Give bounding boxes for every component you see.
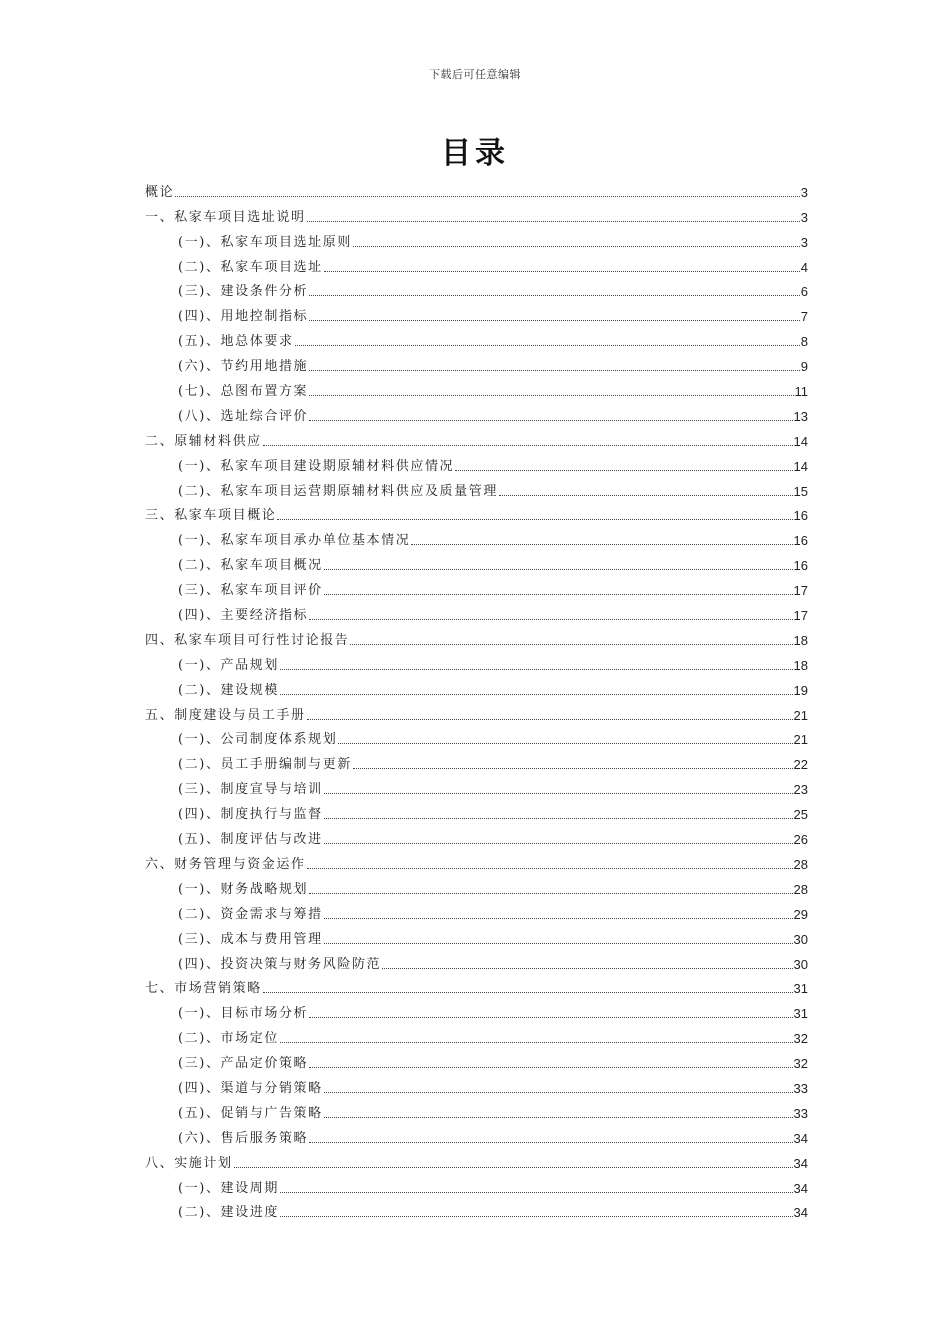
toc-page-number: 8	[800, 334, 808, 350]
toc-page-number: 3	[800, 234, 808, 250]
toc-page-number: 33	[793, 1080, 808, 1096]
toc-chapter-entry[interactable]	[145, 425, 808, 450]
toc-page-number: 17	[793, 608, 808, 624]
toc-page-number: 34	[793, 1130, 808, 1146]
toc-page-number: 31	[793, 981, 808, 997]
toc-dot-leader	[280, 669, 793, 670]
toc-entry-label: (一)、财务战略规划	[178, 881, 309, 897]
toc-entry-label: (四)、用地控制指标	[178, 309, 309, 325]
toc-entry-label: (一)、私家车项目建设期原辅材料供应情况	[178, 458, 455, 474]
toc-section-entry[interactable]	[145, 898, 808, 923]
toc-entry-label: 七、市场营销策略	[145, 981, 262, 997]
toc-section-entry[interactable]	[145, 450, 808, 475]
toc-entry-label: (六)、售后服务策略	[178, 1130, 309, 1146]
toc-section-entry[interactable]	[145, 1072, 808, 1097]
toc-page-number: 28	[793, 881, 808, 897]
toc-dot-leader	[338, 743, 792, 744]
toc-entry-label: (四)、制度执行与监督	[178, 807, 323, 823]
toc-section-entry[interactable]	[145, 1047, 808, 1072]
toc-entry-label: 八、实施计划	[145, 1155, 233, 1171]
toc-entry-label: (二)、建设规模	[178, 682, 279, 698]
toc-section-entry[interactable]	[145, 1197, 808, 1222]
toc-section-entry[interactable]	[145, 549, 808, 574]
toc-page-number: 18	[793, 632, 808, 648]
toc-section-entry[interactable]	[145, 773, 808, 798]
toc-chapter-entry[interactable]	[145, 848, 808, 873]
toc-section-entry[interactable]	[145, 226, 808, 251]
toc-entry-label: (二)、员工手册编制与更新	[178, 757, 352, 773]
toc-section-entry[interactable]	[145, 475, 808, 500]
toc-dot-leader	[277, 519, 792, 520]
toc-entry-label: (一)、建设周期	[178, 1180, 279, 1196]
toc-page-number: 21	[793, 732, 808, 748]
toc-dot-leader	[175, 196, 800, 197]
toc-entry-label: (一)、公司制度体系规划	[178, 732, 338, 748]
toc-section-entry[interactable]	[145, 1122, 808, 1147]
toc-page-number: 32	[793, 1056, 808, 1072]
toc-section-entry[interactable]	[145, 724, 808, 749]
toc-section-entry[interactable]	[145, 649, 808, 674]
toc-dot-leader	[324, 569, 793, 570]
page-title: 目录	[441, 136, 509, 171]
toc-page-number: 34	[793, 1155, 808, 1171]
toc-page-number: 11	[794, 384, 808, 400]
table-of-contents	[145, 176, 808, 1221]
toc-page-number: 30	[793, 931, 808, 947]
toc-section-entry[interactable]	[145, 375, 808, 400]
toc-dot-leader	[309, 420, 792, 421]
toc-dot-leader	[307, 868, 793, 869]
toc-entry-label: (三)、产品定价策略	[178, 1056, 309, 1072]
toc-chapter-entry[interactable]	[145, 1147, 808, 1172]
toc-dot-leader	[324, 918, 793, 919]
toc-dot-leader	[382, 968, 792, 969]
toc-entry-label: (二)、私家车项目运营期原辅材料供应及质量管理	[178, 483, 498, 499]
toc-dot-leader	[324, 1092, 793, 1093]
toc-entry-label: (二)、建设进度	[178, 1205, 279, 1221]
toc-dot-leader	[234, 1167, 793, 1168]
toc-section-entry[interactable]	[145, 1172, 808, 1197]
toc-page-number: 3	[800, 209, 808, 225]
toc-page-number: 17	[793, 583, 808, 599]
toc-section-entry[interactable]	[145, 276, 808, 301]
toc-page-number: 6	[800, 284, 808, 300]
toc-page-number: 22	[793, 757, 808, 773]
toc-section-entry[interactable]	[145, 400, 808, 425]
toc-entry-label: 六、财务管理与资金运作	[145, 856, 306, 872]
toc-page-number: 3	[800, 184, 808, 200]
toc-section-entry[interactable]	[145, 251, 808, 276]
toc-section-entry[interactable]	[145, 350, 808, 375]
toc-entry-label: (一)、目标市场分析	[178, 1006, 309, 1022]
toc-page-number: 16	[793, 533, 808, 549]
toc-dot-leader	[324, 1117, 793, 1118]
toc-entry-label: (四)、主要经济指标	[178, 608, 309, 624]
toc-section-entry[interactable]	[145, 997, 808, 1022]
toc-entry-label: (五)、制度评估与改进	[178, 832, 323, 848]
toc-dot-leader	[263, 992, 793, 993]
toc-dot-leader	[324, 271, 800, 272]
toc-entry-label: 四、私家车项目可行性讨论报告	[145, 632, 350, 648]
toc-chapter-entry[interactable]	[145, 176, 808, 201]
toc-dot-leader	[411, 544, 792, 545]
toc-section-entry[interactable]	[145, 599, 808, 624]
toc-dot-leader	[309, 395, 793, 396]
toc-entry-label: (三)、制度宣导与培训	[178, 782, 323, 798]
toc-dot-leader	[307, 221, 800, 222]
toc-section-entry[interactable]	[145, 948, 808, 973]
toc-page-number: 19	[793, 682, 808, 698]
toc-dot-leader	[309, 619, 792, 620]
toc-entry-label: (四)、投资决策与财务风险防范	[178, 956, 382, 972]
toc-page-number: 34	[793, 1180, 808, 1196]
toc-section-entry[interactable]	[145, 923, 808, 948]
toc-page-number: 29	[793, 906, 808, 922]
toc-section-entry[interactable]	[145, 574, 808, 599]
toc-entry-label: 五、制度建设与员工手册	[145, 707, 306, 723]
toc-page-number: 34	[793, 1205, 808, 1221]
toc-entry-label: (二)、市场定位	[178, 1031, 279, 1047]
toc-dot-leader	[309, 1067, 792, 1068]
toc-dot-leader	[324, 594, 793, 595]
toc-entry-label: (四)、渠道与分销策略	[178, 1080, 323, 1096]
toc-page-number: 21	[793, 707, 808, 723]
toc-page-number: 33	[793, 1105, 808, 1121]
toc-page-number: 30	[793, 956, 808, 972]
toc-page-number: 18	[793, 657, 808, 673]
toc-entry-label: (二)、私家车项目概况	[178, 558, 323, 574]
toc-section-entry[interactable]	[145, 524, 808, 549]
toc-dot-leader	[263, 445, 793, 446]
toc-section-entry[interactable]	[145, 1022, 808, 1047]
toc-dot-leader	[309, 370, 800, 371]
toc-section-entry[interactable]	[145, 1097, 808, 1122]
toc-page-number: 16	[793, 508, 808, 524]
toc-section-entry[interactable]	[145, 674, 808, 699]
toc-page-number: 25	[793, 807, 808, 823]
toc-entry-label: (五)、地总体要求	[178, 334, 294, 350]
toc-page-number: 16	[793, 558, 808, 574]
toc-dot-leader	[307, 719, 793, 720]
toc-dot-leader	[309, 1017, 792, 1018]
toc-entry-label: (七)、总图布置方案	[178, 384, 309, 400]
toc-entry-label: (三)、私家车项目评价	[178, 583, 323, 599]
toc-dot-leader	[280, 1192, 793, 1193]
toc-entry-label: (六)、节约用地措施	[178, 359, 309, 375]
toc-chapter-entry[interactable]	[145, 201, 808, 226]
toc-entry-label: (三)、建设条件分析	[178, 284, 309, 300]
toc-dot-leader	[353, 246, 800, 247]
toc-dot-leader	[455, 470, 792, 471]
toc-dot-leader	[499, 495, 793, 496]
toc-page-number: 23	[793, 782, 808, 798]
toc-page-number: 14	[793, 458, 808, 474]
toc-entry-label: (二)、资金需求与筹措	[178, 906, 323, 922]
toc-entry-label: 一、私家车项目选址说明	[145, 209, 306, 225]
toc-entry-label: 概论	[145, 184, 175, 200]
toc-dot-leader	[309, 893, 792, 894]
toc-section-entry[interactable]	[145, 798, 808, 823]
toc-section-entry[interactable]	[145, 823, 808, 848]
toc-entry-label: (五)、促销与广告策略	[178, 1105, 323, 1121]
toc-page-number: 4	[800, 259, 808, 275]
toc-section-entry[interactable]	[145, 325, 808, 350]
toc-dot-leader	[324, 943, 793, 944]
toc-dot-leader	[350, 644, 792, 645]
toc-page-number: 28	[793, 856, 808, 872]
toc-entry-label: 三、私家车项目概论	[145, 508, 277, 524]
toc-dot-leader	[309, 1142, 792, 1143]
toc-page-number: 32	[793, 1031, 808, 1047]
toc-section-entry[interactable]	[145, 748, 808, 773]
toc-page-number: 9	[800, 359, 808, 375]
toc-dot-leader	[280, 1042, 793, 1043]
toc-page-number: 7	[800, 309, 808, 325]
toc-entry-label: 二、原辅材料供应	[145, 433, 262, 449]
toc-entry-label: (二)、私家车项目选址	[178, 259, 323, 275]
toc-page-number: 15	[793, 483, 808, 499]
toc-dot-leader	[280, 1216, 793, 1217]
toc-entry-label: (一)、私家车项目承办单位基本情况	[178, 533, 411, 549]
toc-dot-leader	[295, 345, 800, 346]
toc-section-entry[interactable]	[145, 873, 808, 898]
toc-chapter-entry[interactable]	[145, 500, 808, 525]
toc-dot-leader	[324, 793, 793, 794]
toc-page-number: 31	[793, 1006, 808, 1022]
toc-entry-label: (一)、产品规划	[178, 657, 279, 673]
toc-dot-leader	[324, 818, 793, 819]
toc-dot-leader	[309, 320, 800, 321]
toc-page-number: 26	[793, 832, 808, 848]
toc-page-number: 13	[793, 408, 808, 424]
toc-entry-label: (三)、成本与费用管理	[178, 931, 323, 947]
toc-chapter-entry[interactable]	[145, 624, 808, 649]
header-note: 下载后可任意编辑	[429, 68, 521, 81]
toc-section-entry[interactable]	[145, 300, 808, 325]
toc-dot-leader	[353, 768, 793, 769]
toc-entry-label: (八)、选址综合评价	[178, 408, 309, 424]
toc-entry-label: (一)、私家车项目选址原则	[178, 234, 352, 250]
toc-dot-leader	[309, 295, 800, 296]
toc-dot-leader	[324, 843, 793, 844]
toc-chapter-entry[interactable]	[145, 699, 808, 724]
toc-chapter-entry[interactable]	[145, 973, 808, 998]
toc-page-number: 14	[793, 433, 808, 449]
toc-dot-leader	[280, 694, 793, 695]
